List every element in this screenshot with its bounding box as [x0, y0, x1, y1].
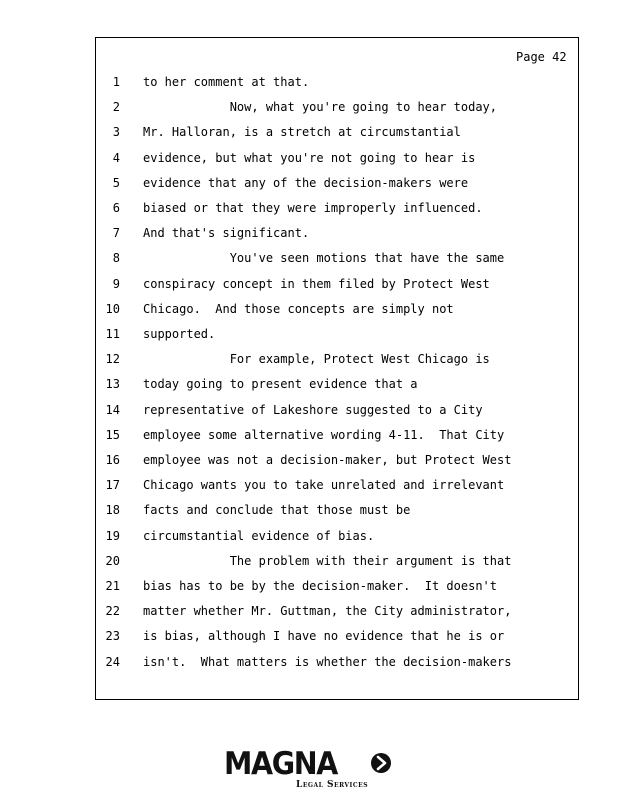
line-text: evidence that any of the decision-makers were	[143, 175, 469, 190]
line-text: matter whether Mr. Guttman, the City administrator,	[143, 604, 512, 619]
line-number: 8	[112, 251, 120, 266]
line-text: today going to present evidence that a	[143, 377, 418, 392]
line-number: 24	[105, 654, 120, 669]
transcript-line	[100, 173, 570, 193]
line-number: 4	[112, 150, 120, 165]
line-number: 7	[112, 226, 120, 241]
transcript-line	[100, 450, 570, 470]
line-number: 16	[105, 453, 120, 467]
line-number: 12	[105, 352, 120, 367]
line-text: conspiracy concept in them filed by Protect West	[143, 276, 490, 291]
line-text: For example, Protect West Chicago is	[143, 352, 490, 367]
line-text: You've seen motions that have the same	[143, 251, 505, 266]
transcript-line	[100, 148, 570, 168]
line-number: 20	[105, 553, 120, 568]
line-number: 13	[105, 377, 120, 392]
transcript-line	[100, 299, 570, 319]
transcript-line	[100, 601, 570, 621]
transcript-line	[100, 652, 570, 672]
line-text: representative of Lakeshore suggested to a City	[143, 402, 483, 417]
line-number: 15	[105, 427, 120, 442]
transcript-line	[100, 274, 570, 294]
transcript-line	[100, 97, 570, 117]
line-text: circumstantial evidence of bias.	[143, 528, 375, 543]
transcript-line	[100, 223, 570, 243]
logo-tagline: Legal Services	[296, 780, 369, 790]
line-text: employee was not a decision-maker, but Protect West	[143, 453, 512, 467]
transcript-line	[100, 122, 570, 142]
line-number: 3	[112, 125, 120, 140]
line-text: employee some alternative wording 4-11. That City	[143, 427, 505, 442]
magna-logo	[224, 746, 394, 794]
line-text: Now, what you're going to hear today,	[143, 100, 498, 115]
line-number: 11	[105, 327, 120, 341]
line-number: 18	[105, 503, 120, 518]
line-number: 19	[105, 528, 120, 543]
transcript-line	[100, 72, 570, 92]
transcript-line	[100, 248, 570, 268]
page-number: Page 42	[516, 50, 567, 64]
line-text: The problem with their argument is that	[143, 553, 512, 568]
line-number: 22	[105, 604, 120, 619]
line-number: 1	[112, 75, 120, 89]
line-text: Mr. Halloran, is a stretch at circumstantial	[143, 125, 461, 140]
transcript-line	[100, 526, 570, 546]
transcript-line	[100, 324, 570, 344]
line-number: 6	[112, 201, 120, 215]
line-text: Chicago. And those concepts are simply not	[143, 301, 454, 316]
transcript-line	[100, 626, 570, 646]
line-number: 17	[105, 478, 120, 493]
arrow-circle-icon	[370, 752, 392, 774]
line-text: And that's significant.	[143, 226, 310, 241]
line-text: isn't. What matters is whether the decision-makers	[143, 654, 512, 669]
transcript-line	[100, 576, 570, 596]
line-text: is bias, although I have no evidence that he is or	[143, 629, 505, 644]
transcript-line	[100, 374, 570, 394]
line-number: 14	[105, 402, 120, 417]
line-number: 23	[105, 629, 120, 644]
logo-wordmark: MAGNA	[224, 746, 337, 782]
line-number: 10	[105, 301, 120, 316]
line-number: 2	[112, 100, 120, 115]
line-text: Chicago wants you to take unrelated and irrelevant	[143, 478, 505, 493]
line-text: supported.	[143, 327, 216, 341]
transcript-line	[100, 425, 570, 445]
line-text: evidence, but what you're not going to hear is	[143, 150, 476, 165]
line-number: 5	[112, 175, 120, 190]
transcript-line	[100, 400, 570, 420]
line-number: 9	[112, 276, 120, 291]
transcript-line	[100, 349, 570, 369]
transcript-line	[100, 500, 570, 520]
transcript-line	[100, 475, 570, 495]
transcript-line	[100, 198, 570, 218]
line-text: facts and conclude that those must be	[143, 503, 411, 518]
line-text: to her comment at that.	[143, 75, 310, 89]
line-text: biased or that they were improperly influenced.	[143, 201, 483, 215]
line-number: 21	[105, 579, 120, 593]
transcript-line	[100, 551, 570, 571]
line-text: bias has to be by the decision-maker. It doesn't	[143, 579, 498, 593]
